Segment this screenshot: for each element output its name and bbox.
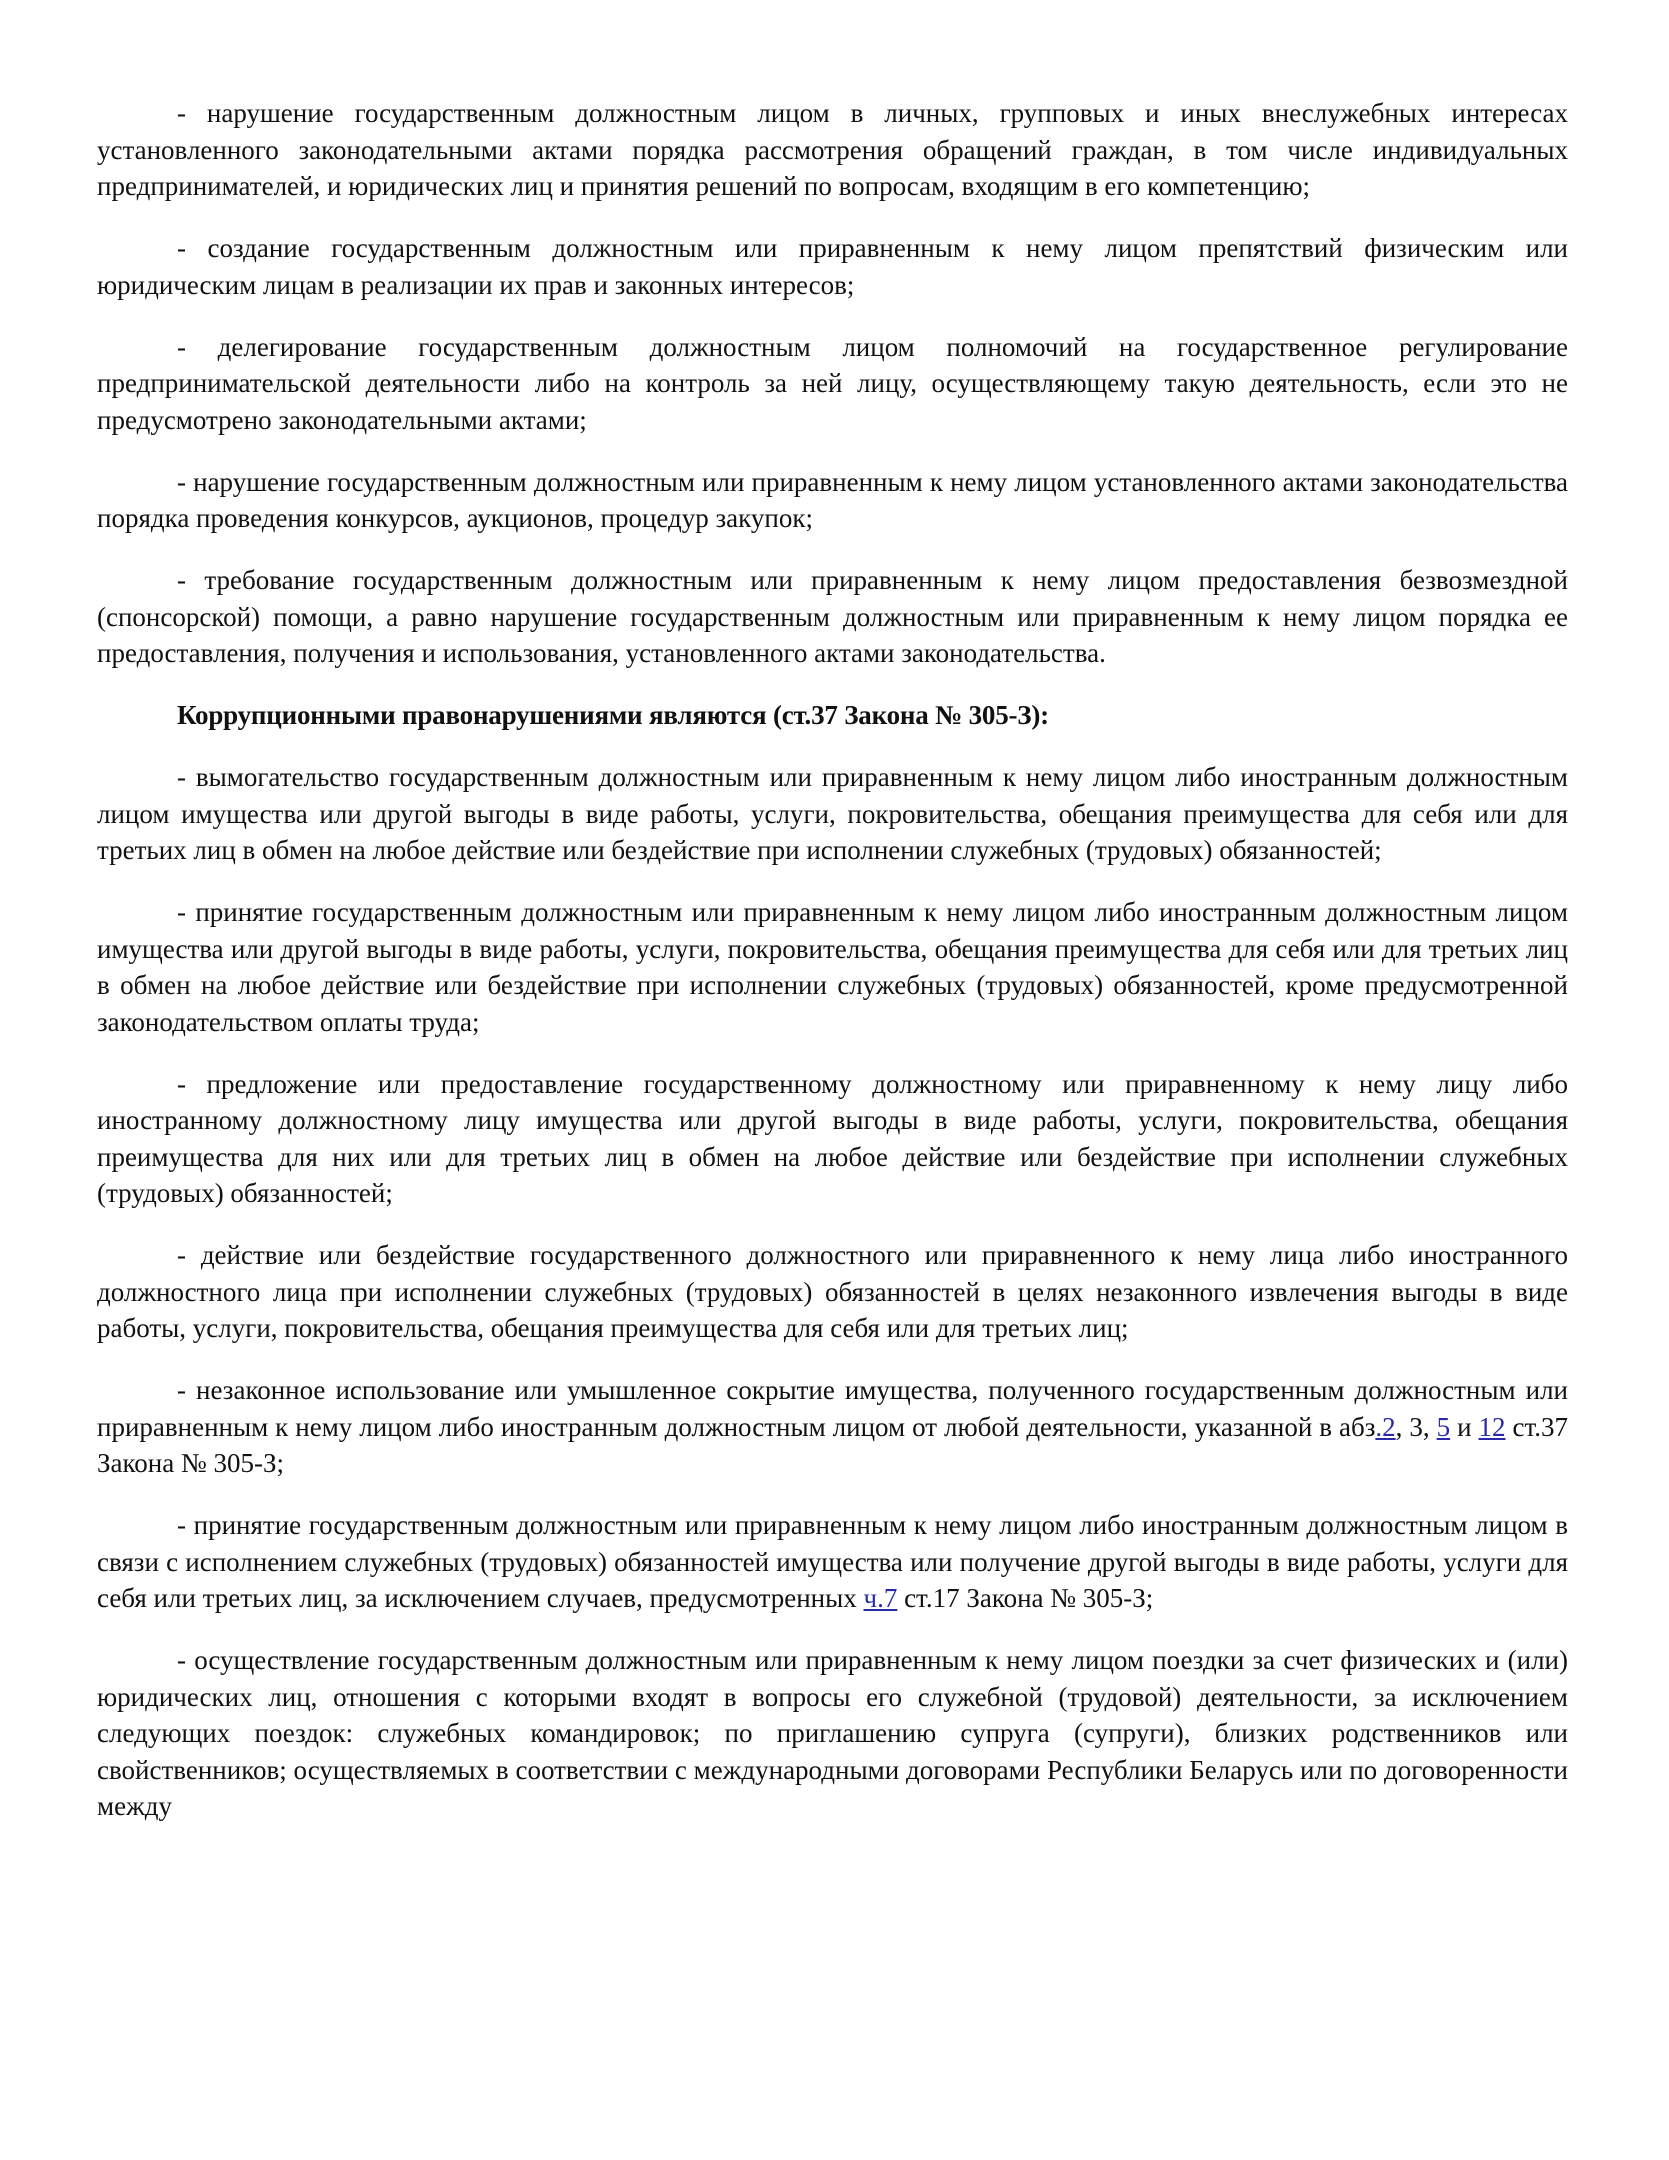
paragraph-creating-obstacles: - создание государственным должностным или приравненным к нему лицом препятствий физическим или юридическим лицам в реализации их прав и законных интересов; xyxy=(97,233,1568,300)
paragraph-offering-benefit: - предложение или предоставление государственному должностному или приравненному к нему лицу либо иностранному должностному лицу имущества или другой выгоды в виде работы, услуги, покровительства, обещания преимущества для них или для третьих лиц в обмен на любое действие или бездействие при исполнении служебных (трудовых) обязанностей; xyxy=(97,1068,1568,1208)
paragraph-trips: - осуществление государственным должностным или приравненным к нему лицом поездки за счет физических и (или) юридических лиц, отношения с которыми входят в вопросы его служебной (трудовой) деятельности, за исключением следующих поездок: служебных командировок; по приглашению супруга (супруги), близких родственников или свойственников; осуществляемых в соответствии с международными договорами Республики Беларусь или по договоренности между xyxy=(97,1645,1568,1821)
document-page xyxy=(97,95,1568,1850)
paragraph-action-inaction: - действие или бездействие государственного должностного или приравненного к нему лица либо иностранного должностного лица при исполнении служебных (трудовых) обязанностей в целях незаконного извлечения выгоды в виде работы, услуги, покровительства, обещания преимущества для себя или для третьих лиц; xyxy=(97,1240,1568,1343)
paragraph-extortion: - вымогательство государственным должностным или приравненным к нему лицом либо иностранным должностным лицом имущества или другой выгоды в виде работы, услуги, покровительства, обещания преимущества для себя или для третьих лиц в обмен на любое действие или бездействие при исполнении служебных (трудовых) обязанностей; xyxy=(97,762,1568,865)
link-paragraph-12[interactable]: 12 xyxy=(1478,1411,1506,1442)
section-heading: Коррупционными правонарушениями являются (ст.37 Закона № 305-З): xyxy=(177,700,1049,730)
paragraph-violation-appeals: - нарушение государственным должностным лицом в личных, групповых и иных внеслужебных интересах установленного законодательными актами порядка рассмотрения обращений граждан, в том числе индивидуальных предпринимателей, и юридических лиц и принятия решений по вопросам, входящим в его компетенцию; xyxy=(97,98,1568,201)
paragraph-violation-procurement: - нарушение государственным должностным или приравненным к нему лицом установленного актами законодательства порядка проведения конкурсов, аукционов, процедур закупок; xyxy=(97,466,1568,533)
paragraph-delegation-powers: - делегирование государственным должностным лицом полномочий на государственное регулирование предпринимательской деятельности либо на контроль за ней лицу, осуществляющему такую деятельность, если это не предусмотрено законодательными актами; xyxy=(97,331,1568,435)
paragraph-text: - принятие государственным должностным или приравненным к нему лицом либо иностранным должностным лицом в связи с исполнением служебных (трудовых) обязанностей имущества или получение другой выгоды в виде работы, услуги для себя или третьих лиц, за исключением случаев, предусмотренных xyxy=(97,1510,1568,1613)
link-paragraph-2[interactable]: .2 xyxy=(1375,1411,1396,1442)
paragraph-acceptance-in-connection xyxy=(97,1507,1568,1617)
paragraph-sponsorship-requirement: - требование государственным должностным или приравненным к нему лицом предоставления безвозмездной (спонсорской) помощи, а равно нарушение государственным должностным или приравненным к нему лицом порядка ее предоставления, получения и использования, установленного актами законодательства. xyxy=(97,565,1568,668)
paragraph-text: ст.37 Закона № 305-З; xyxy=(97,1411,1568,1478)
paragraph-text: - незаконное использование или умышленное сокрытие имущества, полученного государственным должностным или приравненным к нему лицом либо иностранным должностным лицом от любой деятельности, указанной в абз xyxy=(97,1375,1568,1442)
separator-text: , 3, xyxy=(1395,1411,1437,1442)
paragraph-illegal-use-property xyxy=(97,1372,1568,1482)
paragraph-text: ст.17 Закона № 305-З; xyxy=(897,1583,1154,1613)
separator-text: и xyxy=(1450,1411,1479,1442)
link-part-7[interactable]: ч.7 xyxy=(863,1583,898,1613)
paragraph-acceptance-benefit: - принятие государственным должностным или приравненным к нему лицом либо иностранным должностным лицом имущества или другой выгоды в виде работы, услуги, покровительства, обещания преимущества для себя или для третьих лиц в обмен на любое действие или бездействие при исполнении служебных (трудовых) обязанностей, кроме предусмотренной законодательством оплаты труда; xyxy=(97,897,1568,1037)
link-paragraph-5[interactable]: 5 xyxy=(1436,1411,1451,1442)
